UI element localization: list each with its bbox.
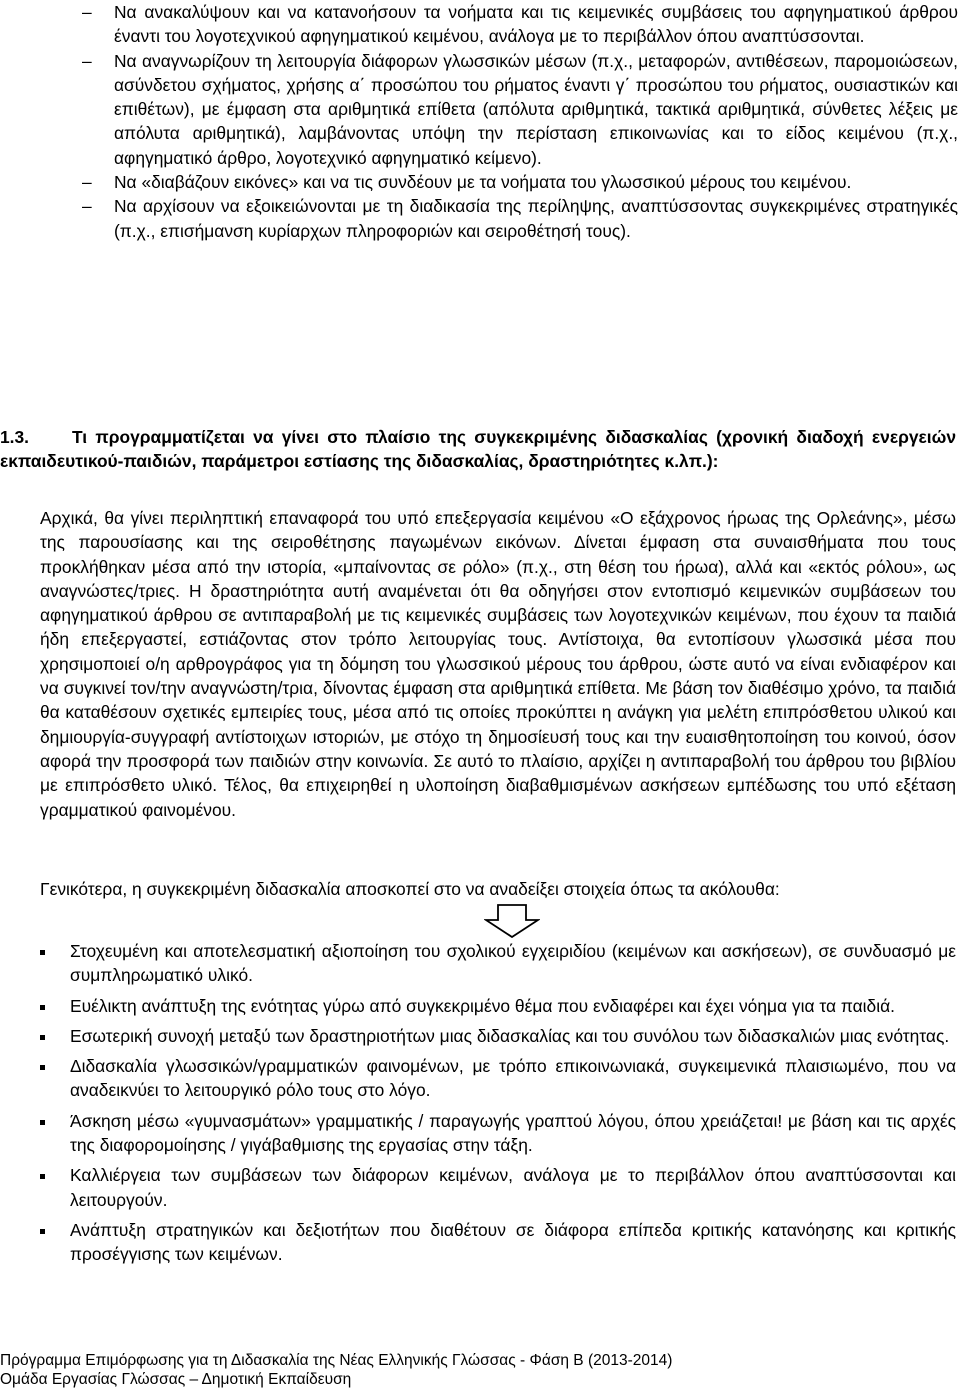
list-item — [40, 1024, 956, 1048]
objectives-list — [82, 0, 958, 243]
list-item — [40, 939, 956, 988]
bullet-icon — [40, 1120, 45, 1125]
closing-line: Γενικότερα, η συγκεκριμένη διδασκαλία αποσκοπεί στο να αναδείξει στοιχεία όπως τα ακόλουθα: — [40, 879, 780, 899]
list-item — [40, 994, 956, 1018]
objective-item — [82, 0, 958, 49]
list-item-text: Διδασκαλία γλωσσικών/γραμματικών φαινομένων, με τρόπο επικοινωνιακά, συγκειμενικά πλαισιωμένο, που να αναδεικνύει το λειτουργικό ρόλο τους στο λόγο. — [70, 1056, 956, 1101]
list-item-text: Άσκηση μέσω «γυμνασμάτων» γραμματικής / παραγωγής γραπτού λόγου, όπου χρειάζεται! με βάση και τις αρχές της διαφορομοίησης / γιγάβαθμισης της εργασίας στην τάξη. — [70, 1110, 956, 1156]
list-item — [40, 1109, 956, 1158]
body-paragraph: Αρχικά, θα γίνει περιληπτική επαναφορά του υπό επεξεργασία κειμένου «Ο εξάχρονος ήρωας της Ορλεάνης», μέσω της παρουσίασης και της σειροθέτησης παγωμένων εικόνων. Δίνεται έμφαση στα συναισθήματα που τους προκλήθηκαν μέσα από την ιστορία, «μπαίνοντας σε ρόλο» (π.χ., στη θέση του ήρωα), αλλά και «εκτός ρόλου», ως αναγνώστες/τριες. Η δραστηριότητα αυτή αναμένεται ότι θα οδηγήσει στον εντοπισμό κειμενικών συμβάσεων του αφηγηματικού άρθρου σε αντιπαραβολή με τις κειμενικές συμβάσεις των λογοτεχνικών κειμένων, που έχουν τα παιδιά ήδη επεξεργαστεί, εστιάζοντας στον τρόπο λειτουργίας τους. Αντίστοιχα, θα εντοπίσουν γλωσσικά μέσα που χρησιμοποιεί ο/η αρθρογράφος για τη δόμηση του γλωσσικού μέρους του άρθρου, ώστε αυτό να είναι ενδιαφέρον και να συγκινεί τον/την αναγνώστη/τρια, δίνοντας έμφαση στα αριθμητικά επίθετα. Με βάση τον διαθέσιμο χρόνο, τα παιδιά θα καταθέσουν σχετικές εμπειρίες τους, μέσα από τις οποίες προκύπτει η ανάγκη για μελέτη επιπρόσθετου υλικού και δημιουργία-συγγραφή αντίστοιχων ιστοριών, με στόχο τη δημοσίευσή τους και την ευαισθητοποίηση του κοινού, όσον αφορά την προσφορά των παιδιών στην κοινωνία. Σε αυτό το πλαίσιο, αρχίζει η αντιπαραβολή του άρθρου του βιβλίου με επιπρόσθετο υλικό. Τέλος, θα επιχειρηθεί η υλοποίηση διαβαθμισμένων ασκήσεων εμπέδωσης του υπό εξέταση γραμματικού φαινομένου. — [40, 508, 956, 820]
list-item — [40, 1218, 956, 1267]
objective-item — [82, 194, 958, 243]
bullet-icon — [40, 1229, 45, 1234]
objective-text: Να αναγνωρίζουν τη λειτουργία διάφορων γλωσσικών μέσων (π.χ., μεταφορών, αντιθέσεων, παρομοιώσεων, ασύνδετου σχήματος, χρήσης α΄ προσώπου του ρήματος έναντι γ΄ προσώπου του ρήματος, ουσιαστικών και επιθέτων), με έμφαση στα αριθμητικά επίθετα (απόλυτα αριθμητικά, τακτικά αριθμητικά, σύνθετες λέξεις με απόλυτα αριθμητικά), λαμβάνοντας υπόψη την περίσταση επικοινωνίας και το είδος κειμένου (π.χ., αφηγηματικό άρθρο, λογοτεχνικό αφηγηματικό κείμενο). — [114, 50, 958, 168]
bullet-icon — [40, 1174, 45, 1179]
page-footer — [0, 1351, 958, 1389]
footer-group: Ομάδα Εργασίας Γλώσσας – Δημοτική Εκπαίδευση — [0, 1371, 352, 1388]
dash-marker: – — [82, 172, 92, 193]
bullet-icon — [40, 950, 45, 955]
section-number: 1.3. — [0, 427, 30, 447]
footer-program: Πρόγραμμα Επιμόρφωσης για τη Διδασκαλία της Νέας Ελληνικής Γλώσσας - Φάση Β (2013-2014) — [0, 1352, 673, 1369]
section-heading — [0, 425, 956, 474]
list-item-text: Καλλιέργεια των συμβάσεων των διάφορων κειμένων, ανάλογα με το περιβάλλον όπου αναπτύσσονται και λειτουργούν. — [70, 1165, 956, 1210]
list-item-text: Ευέλικτη ανάπτυξη της ενότητας γύρω από συγκεκριμένο θέμα που ενδιαφέρει και έχει νόημα για τα παιδιά. — [70, 995, 895, 1016]
bullet-icon — [40, 1065, 45, 1070]
bullet-icon — [40, 1035, 45, 1040]
list-item — [40, 1163, 956, 1212]
dash-marker: – — [82, 2, 92, 22]
elements-list — [40, 939, 956, 1273]
down-arrow-icon — [484, 904, 540, 938]
list-item-text: Ανάπτυξη στρατηγικών και δεξιοτήτων που διαθέτουν σε διάφορα επίπεδα κριτικής κατανόησης και κριτικής προσέγγισης των κειμένων. — [70, 1219, 956, 1265]
dash-marker: – — [82, 196, 92, 217]
list-item-text: Στοχευμένη και αποτελεσματική αξιοποίηση του σχολικού εγχειριδίου (κειμένων και ασκήσεων), σε συνδυασμό με συμπληρωματικό υλικό. — [70, 941, 956, 986]
list-item-text: Εσωτερική συνοχή μεταξύ των δραστηριοτήτων μιας διδασκαλίας και του συνόλου των διδασκαλιών μιας ενότητας. — [70, 1025, 950, 1046]
objective-text: Να αρχίσουν να εξοικειώνονται με τη διαδικασία της περίληψης, αναπτύσσοντας συγκεκριμένες στρατηγικές (π.χ., επισήμανση κυρίαρχων πληροφοριών και σειροθέτησή τους). — [114, 196, 958, 241]
objective-item — [82, 49, 958, 170]
objective-text: Να ανακαλύψουν και να κατανοήσουν τα νοήματα και τις κειμενικές συμβάσεις του αφηγηματικού άρθρου έναντι του λογοτεχνικού αφηγηματικού κειμένου, ανάλογα με το περιβάλλον όπου αναπτύσσονται. — [114, 2, 958, 47]
objective-text: Να «διαβάζουν εικόνες» και να τις συνδέουν με τα νοήματα του γλωσσικού μέρους του κειμένου. — [114, 172, 852, 193]
list-item — [40, 1054, 956, 1103]
objective-item — [82, 170, 958, 194]
bullet-icon — [40, 1005, 45, 1010]
dash-marker: – — [82, 50, 92, 71]
section-title: Τι προγραμματίζεται να γίνει στο πλαίσιο της συγκεκριμένης διδασκαλίας (χρονική διαδοχή ενεργειών εκπαιδευτικού-παιδιών, παράμετροι εστίασης της διδασκαλίας, δραστηριότητες κ.λπ.): — [0, 427, 956, 472]
